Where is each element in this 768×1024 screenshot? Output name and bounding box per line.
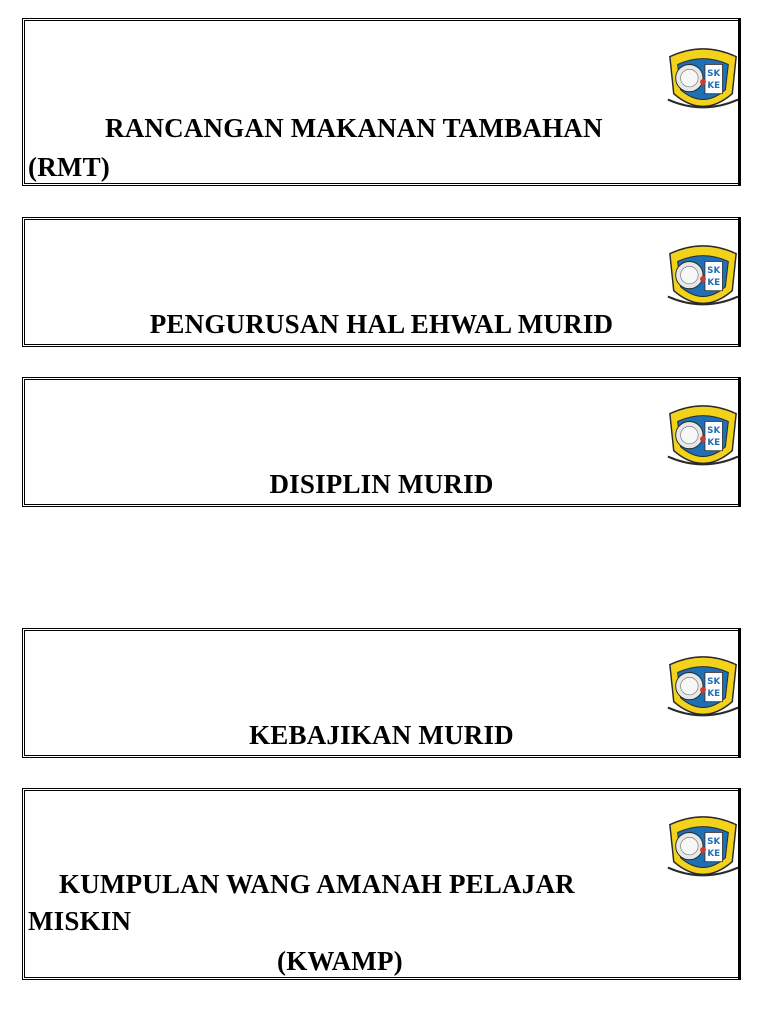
- label-title: DISIPLIN MURID: [269, 469, 494, 499]
- svg-text:SK: SK: [707, 266, 721, 277]
- svg-text:KE: KE: [707, 277, 721, 288]
- school-crest-icon: [664, 43, 742, 121]
- label-kebajikan-murid: [22, 628, 741, 758]
- label-kwamp: [22, 788, 741, 980]
- label-title-line-2: (RMT): [28, 152, 110, 182]
- svg-text:SK: SK: [707, 837, 721, 848]
- svg-text:KE: KE: [707, 848, 721, 859]
- svg-text:SK: SK: [707, 426, 721, 437]
- label-disiplin-murid: [22, 377, 741, 507]
- label-title: PENGURUSAN HAL EHWAL MURID: [149, 309, 614, 339]
- label-title-line-1: RANCANGAN MAKANAN TAMBAHAN: [105, 113, 603, 143]
- label-rmt: [22, 18, 741, 186]
- label-title-line-3: (KWAMP): [277, 946, 403, 976]
- svg-text:SK: SK: [707, 677, 721, 688]
- svg-text:KE: KE: [707, 80, 721, 91]
- label-title-line-2: MISKIN: [28, 906, 132, 936]
- svg-text:KE: KE: [707, 688, 721, 699]
- school-crest-icon: [664, 400, 742, 478]
- svg-text:SK: SK: [707, 69, 721, 80]
- label-title: KEBAJIKAN MURID: [249, 720, 514, 750]
- school-crest-icon: [664, 240, 742, 318]
- school-crest-icon: [664, 651, 742, 729]
- label-title-line-1: KUMPULAN WANG AMANAH PELAJAR: [59, 869, 575, 899]
- svg-text:KE: KE: [707, 437, 721, 448]
- label-hal-ehwal-murid: [22, 217, 741, 347]
- school-crest-icon: [664, 811, 742, 889]
